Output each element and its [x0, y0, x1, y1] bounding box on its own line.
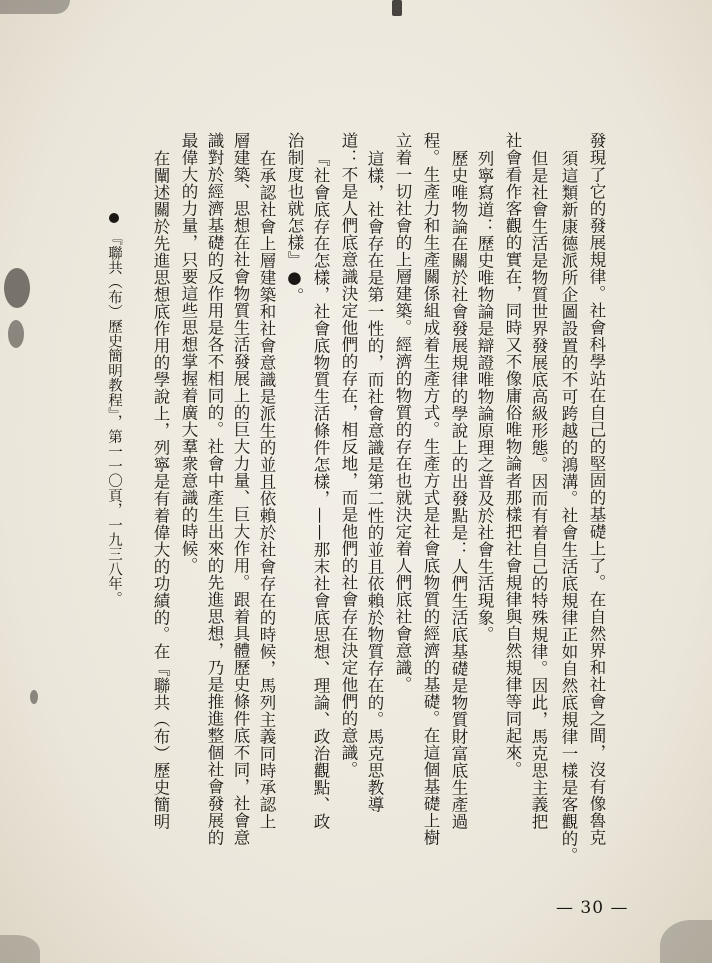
scan-smudge-top [392, 0, 402, 16]
text-column-4: 社會看作客觀的實在，同時又不像庸俗唯物論者那樣把社會規律與自然規律等同起來。 [503, 132, 522, 778]
text-column-11: 『社會底存在怎樣，社會底物質生活條件怎樣，——那末社會底思想、理論、政治觀點、政 [311, 150, 330, 830]
footnote-text: 『聯共（布）歷史簡明教程』，第一一〇頁，一九三八年。 [106, 230, 122, 606]
text-column-17: 在闡述關於先進思想底作用的學說上，列寧是有着偉大的功績的。在『聯共（布）歷史簡明 [151, 150, 170, 830]
footnote-marker-icon [109, 213, 119, 223]
scan-smudge-bottom-left [0, 935, 40, 963]
scan-smudge-top-left [0, 0, 70, 14]
scan-smudge-left-1 [4, 268, 30, 308]
text-column-15: 識對於經濟基礎的反作用是各不相同的。社會中產生出來的先進思想，乃是推進整個社會發展的 [205, 132, 224, 846]
scan-smudge-left-2 [8, 320, 24, 348]
text-column-6: 歷史唯物論在關於社會發展規律的學說上的出發點是：人們生活底基礎是物質財富底生產過 [449, 150, 468, 830]
text-column-10: 道：不是人們底意識決定他們的存在，相反地，而是他們的社會存在決定他們的意識。 [339, 132, 358, 778]
text-column-2: 須這類新康德派所企圖設置的不可跨越的鴻溝。社會生活底規律正如自然底規律一樣是客觀的。 [559, 150, 578, 864]
scan-smudge-left-3 [30, 690, 38, 704]
text-column-1: 發現了它的發展規律。社會科學站在自己的堅固的基礎上了。在自然界和社會之間，沒有像魯克 [587, 132, 606, 846]
text-column-9: 這樣，社會存在是第一性的，而社會意識是第二性的並且依賴於物質存在的。馬克思教導 [365, 150, 384, 813]
scan-smudge-bottom-right [660, 920, 712, 963]
text-column-8: 立着一切社會的上層建築。經濟的物質的存在也就決定着人們底社會意識。 [393, 132, 412, 693]
text-column-14: 層建築、思想在社會物質生活發展上的巨大力量、巨大作用。跟着具體歷史條件底不同，社會意 [231, 132, 250, 846]
page-number: — 30 — [556, 898, 629, 918]
text-column-7: 程。生產力和生產關係組成着生產方式。生產方式是社會底物質的經濟的基礎。在這個基礎上樹 [421, 132, 440, 846]
footnote [104, 210, 124, 606]
text-column-13: 在承認社會上層建築和社會意識是派生的並且依賴於社會存在的時候，馬列主義同時承認上 [257, 150, 276, 830]
text-column-16: 最偉大的力量，只要這些思想掌握着廣大羣衆意識的時候。 [179, 132, 198, 574]
text-column-5: 列寧寫道：歷史唯物論是辯證唯物論原理之普及於社會生活現象。 [475, 150, 494, 643]
text-column-12: 治制度也就怎樣』●。 [285, 132, 304, 305]
text-column-3: 但是社會生活是物質世界發展底高級形態。因而有着自己的特殊規律。因此，馬克思主義把 [529, 150, 548, 830]
